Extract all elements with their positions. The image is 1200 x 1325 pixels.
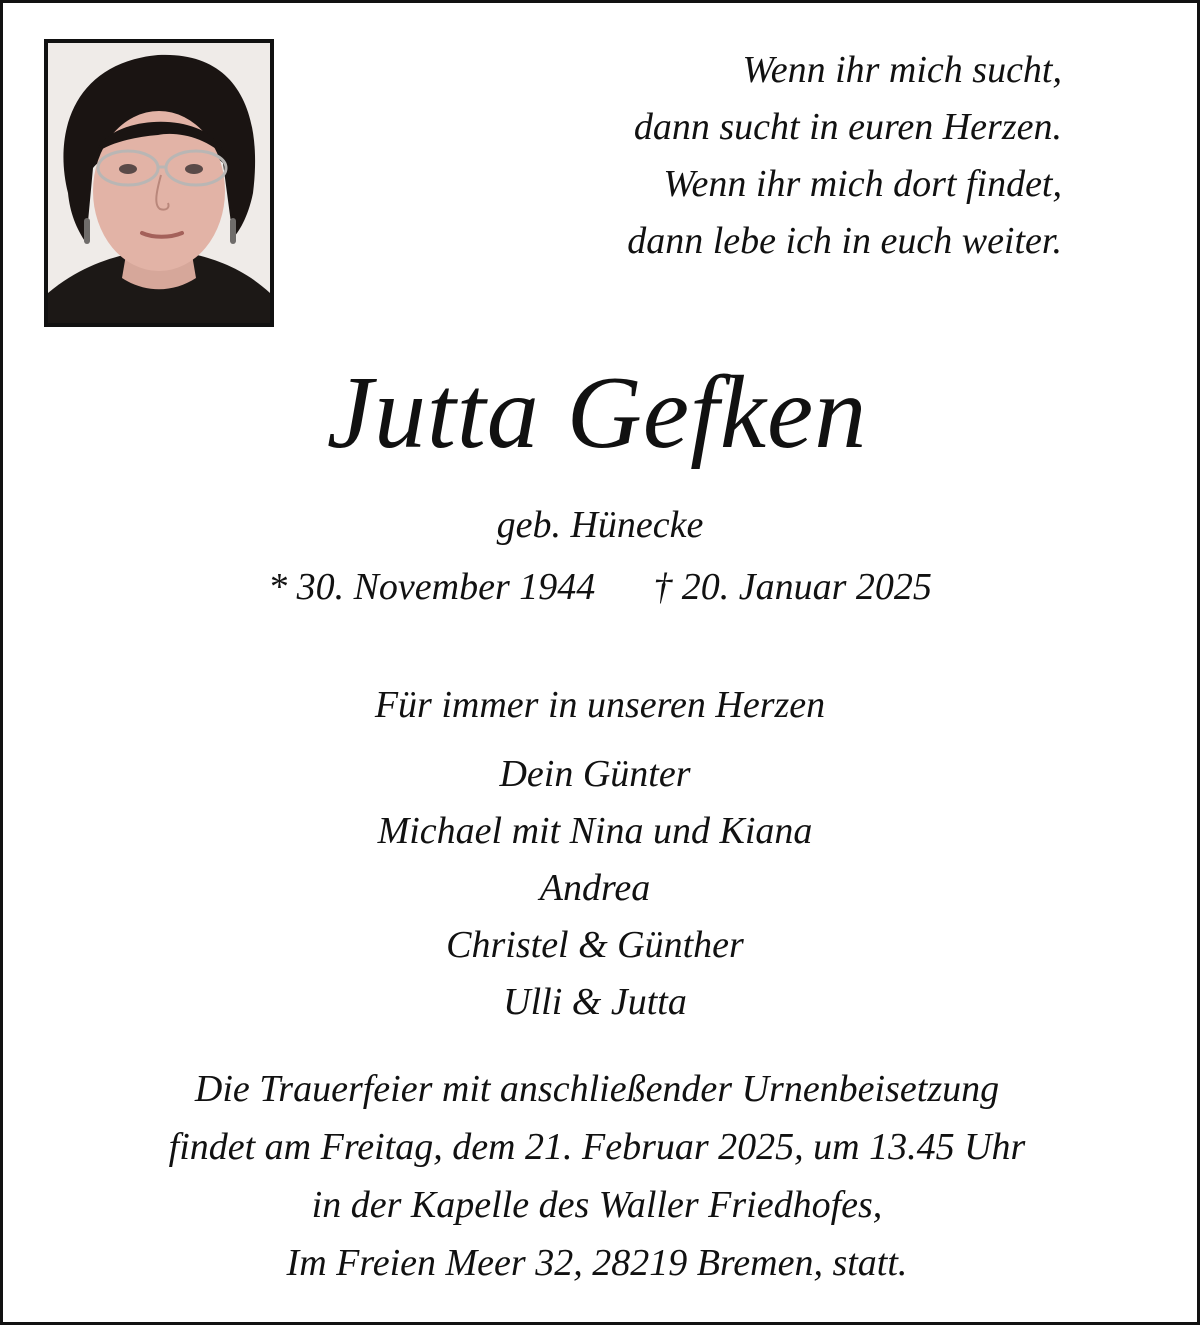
service-line: Die Trauerfeier mit anschließender Urnenbeisetzung [194,1068,1000,1110]
portrait-image [48,43,270,323]
service-line: Im Freien Meer 32, 28219 Bremen, statt. [286,1242,908,1284]
mourner-name: Christel & Günther [446,924,744,966]
life-dates [0,562,1200,612]
mourner-name: Dein Günter [499,753,691,795]
funeral-service-info [0,1060,1194,1292]
death-date: † 20. Januar 2025 [653,566,932,608]
dedication-line: Für immer in unseren Herzen [374,684,826,726]
birth-date: * 30. November 1944 [268,566,596,608]
mourner-name: Ulli & Jutta [503,981,687,1023]
deceased-name: Jutta Gefken [326,355,868,470]
portrait-photo [44,39,274,327]
poem-line: dann sucht in euren Herzen. [633,106,1062,148]
mourner-name: Michael mit Nina und Kiana [377,810,813,852]
poem-line: Wenn ihr mich dort findet, [663,163,1062,205]
mourners-list [0,746,1190,1031]
service-line: findet am Freitag, dem 21. Februar 2025, um 13.45 Uhr [168,1126,1026,1168]
poem-line: Wenn ihr mich sucht, [742,49,1062,91]
mourner-name: Andrea [539,867,651,909]
maiden-name: geb. Hünecke [496,504,704,546]
poem-line: dann lebe ich in euch weiter. [627,220,1062,262]
service-line: in der Kapelle des Waller Friedhofes, [311,1184,883,1226]
memorial-poem [627,42,1062,270]
